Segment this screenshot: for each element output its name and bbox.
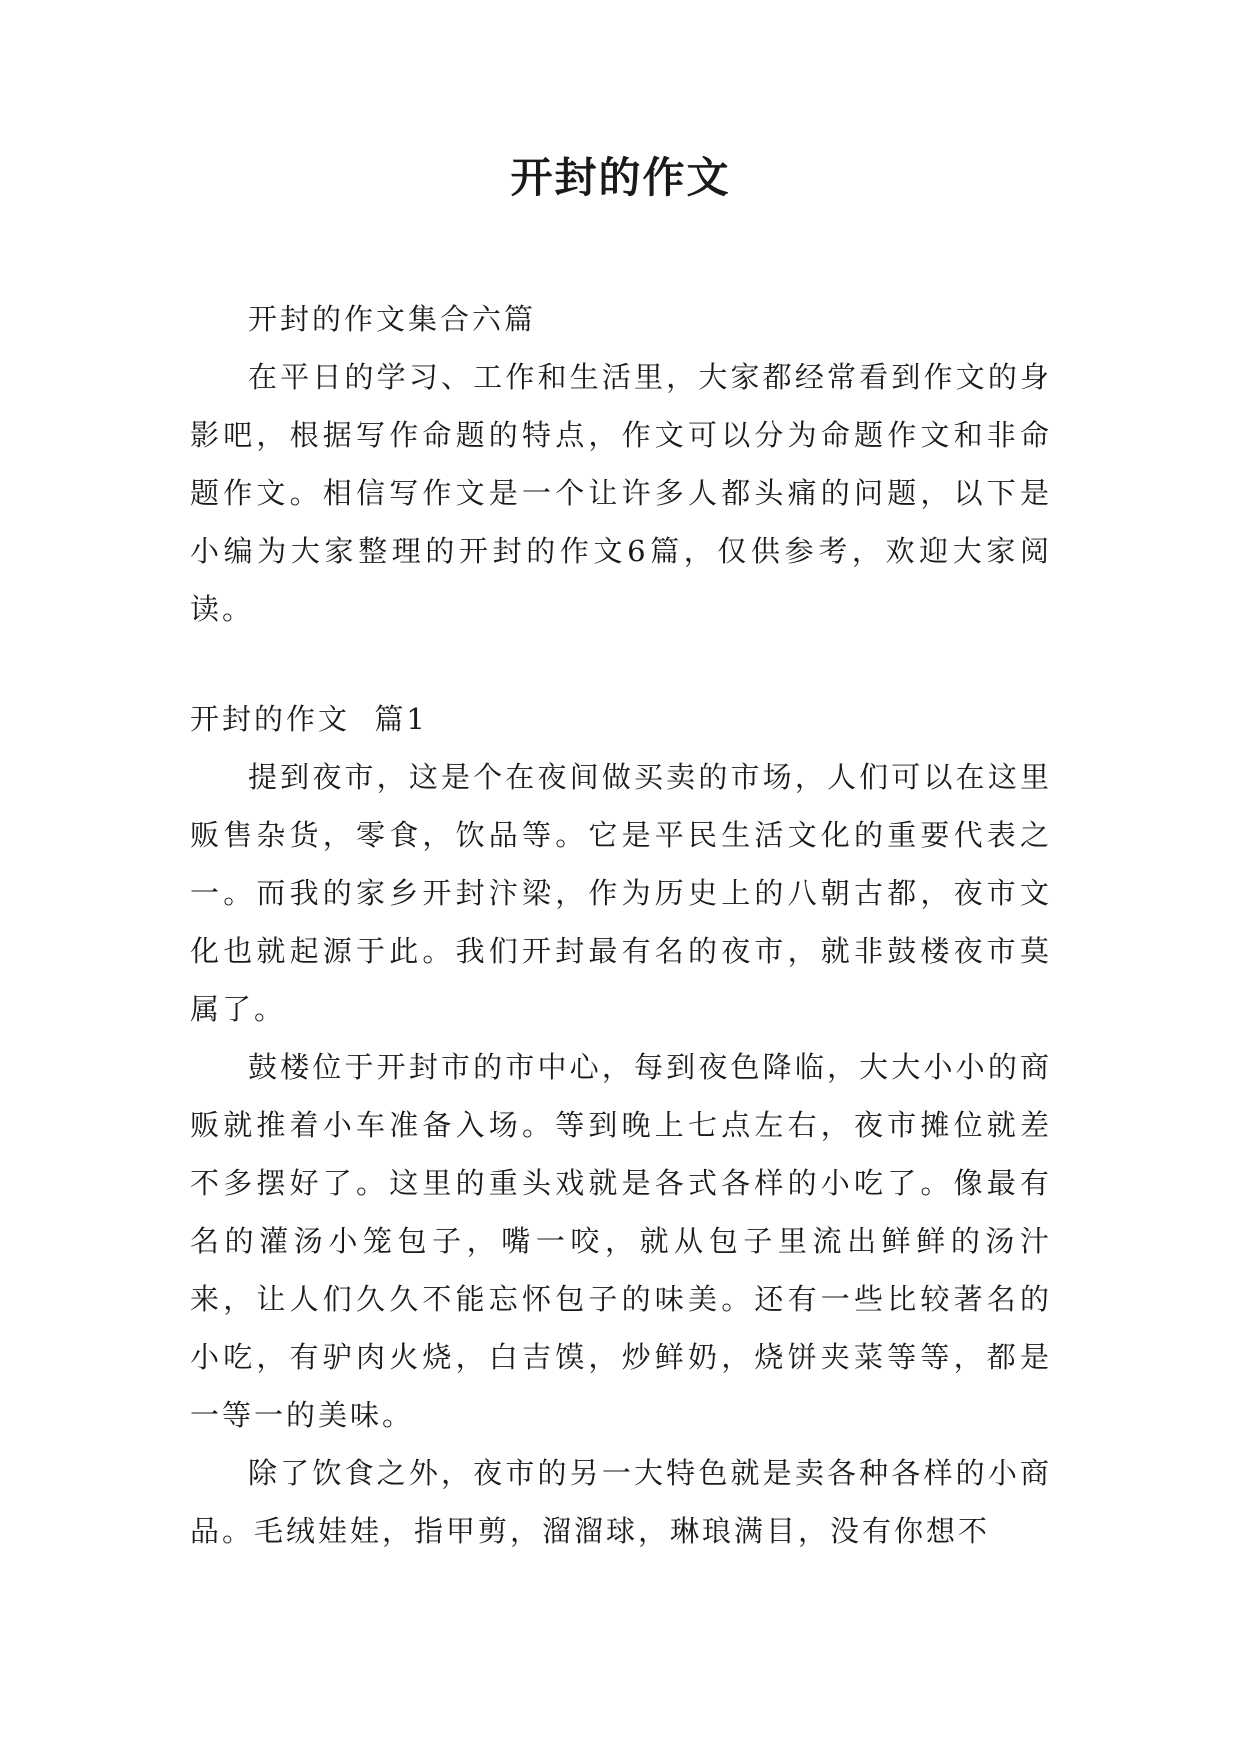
intro-paragraph: 在平日的学习、工作和生活里，大家都经常看到作文的身影吧，根据写作命题的特点，作文可以分为命题作文和非命题作文。相信写作文是一个让许多人都头痛的问题，以下是小编为大家整理的开封的作文6篇，仅供参考，欢迎大家阅读。 [190, 360, 1052, 626]
section-paragraph: 提到夜市，这是个在夜间做买卖的市场，人们可以在这里贩售杂货，零食，饮品等。它是平民生活文化的重要代表之一。而我的家乡开封汴梁，作为历史上的八朝古都，夜市文化也就起源于此。我们开封最有名的夜市，就非鼓楼夜市莫属了。 [190, 760, 1052, 1026]
document-title: 开封的作文 [510, 153, 731, 202]
section-paragraph: 鼓楼位于开封市的市中心，每到夜色降临，大大小小的商贩就推着小车准备入场。等到晚上七点左右，夜市摊位就差不多摆好了。这里的重头戏就是各式各样的小吃了。像最有名的灌汤小笼包子，嘴一咬，就从包子里流出鲜鲜的汤汁来，让人们久久不能忘怀包子的味美。还有一些比较著名的小吃，有驴肉火烧，白吉馍，炒鲜奶，烧饼夹菜等等，都是一等一的美味。 [190, 1050, 1052, 1432]
section-paragraph: 除了饮食之外，夜市的另一大特色就是卖各种各样的小商品。毛绒娃娃，指甲剪，溜溜球，琳琅满目，没有你想不 [190, 1456, 1052, 1548]
section-heading: 开封的作文 篇1 [190, 702, 428, 736]
document-body [190, 290, 1052, 1560]
intro-heading: 开封的作文集合六篇 [248, 302, 537, 336]
